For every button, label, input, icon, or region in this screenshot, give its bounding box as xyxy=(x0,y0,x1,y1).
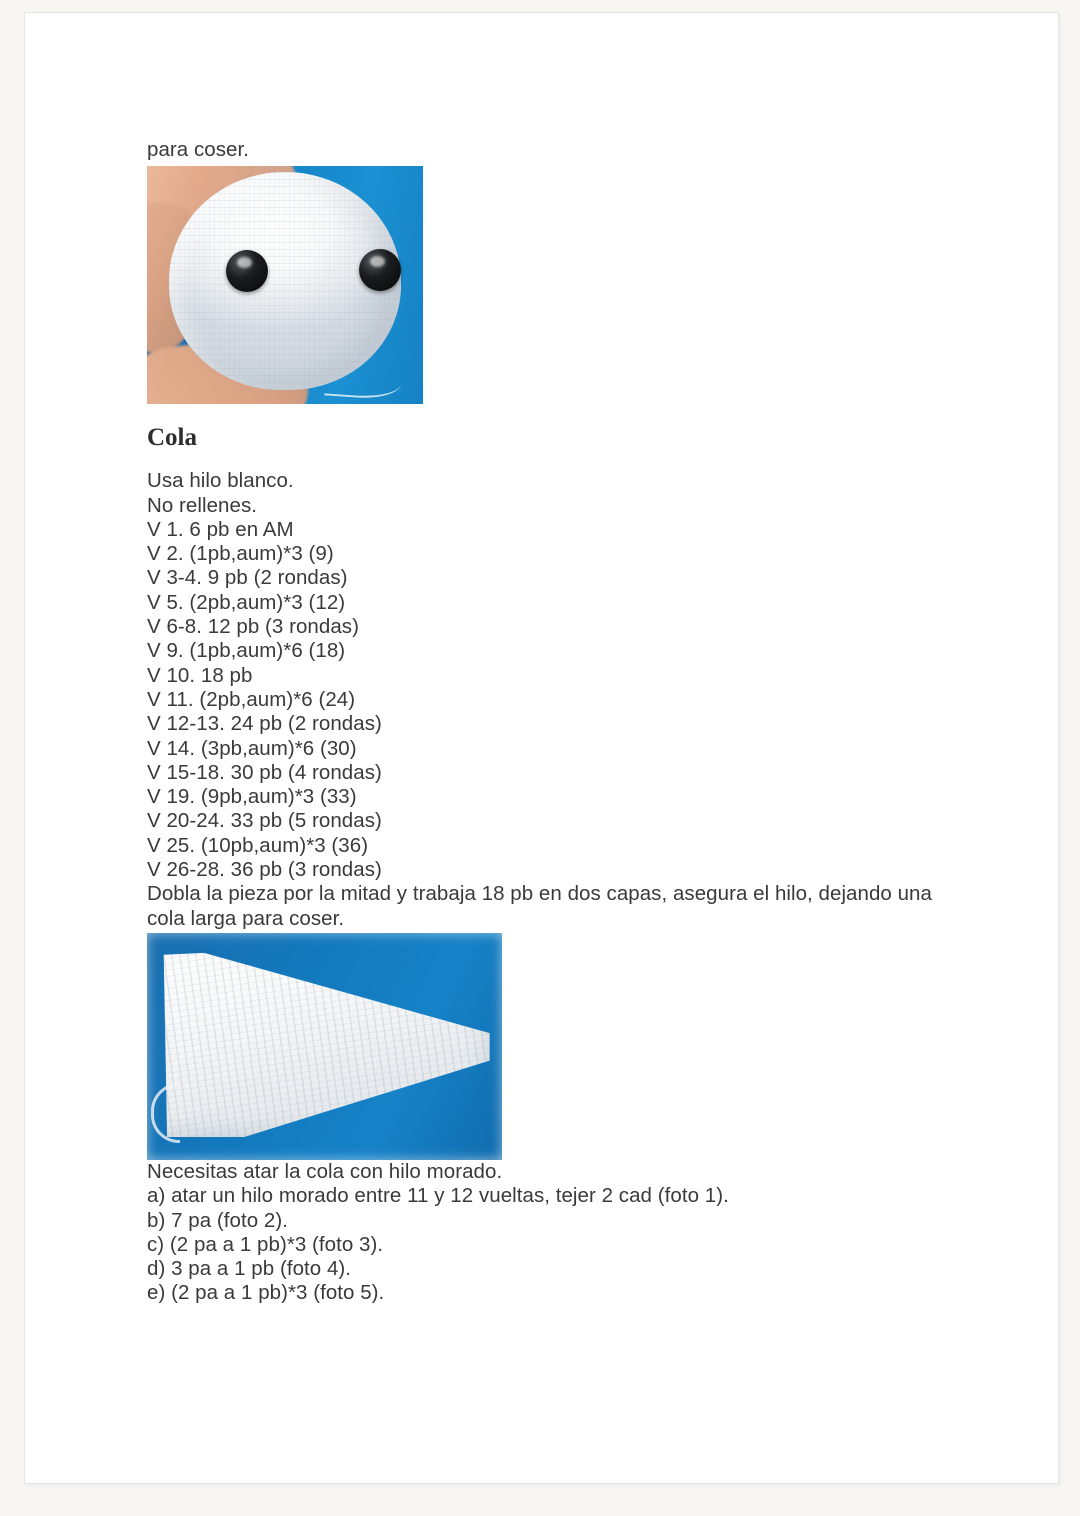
tie-step: c) (2 pa a 1 pb)*3 (foto 3). xyxy=(147,1232,384,1256)
tie-intro-text: Necesitas atar la cola con hilo morado. xyxy=(147,1159,503,1183)
section-title-cola: Cola xyxy=(147,424,197,452)
round-instruction: V 6-8. 12 pb (3 rondas) xyxy=(147,615,359,639)
tie-step: a) atar un hilo morado entre 11 y 12 vueltas, tejer 2 cad (foto 1). xyxy=(147,1184,729,1208)
round-instruction: V 11. (2pb,aum)*6 (24) xyxy=(147,687,356,711)
document-content xyxy=(147,138,947,1306)
round-instruction: V 5. (2pb,aum)*3 (12) xyxy=(147,590,346,614)
intro-line: Usa hilo blanco. xyxy=(147,469,294,493)
tie-step: b) 7 pa (foto 2). xyxy=(147,1208,289,1232)
continuation-text: para coser. xyxy=(147,138,249,161)
round-instruction: V 25. (10pb,aum)*3 (36) xyxy=(147,833,369,857)
safety-eye-right xyxy=(359,249,401,291)
photo-crochet-tail xyxy=(147,933,502,1160)
safety-eye-left xyxy=(226,250,268,292)
round-instruction: V 10. 18 pb xyxy=(147,663,253,687)
tail-edge-highlight xyxy=(147,933,502,1160)
round-instruction: V 12-13. 24 pb (2 rondas) xyxy=(147,712,382,736)
round-instruction: V 9. (1pb,aum)*6 (18) xyxy=(147,639,346,663)
crochet-ball xyxy=(169,172,401,390)
tie-step: d) 3 pa a 1 pb (foto 4). xyxy=(147,1257,352,1281)
document-page xyxy=(25,13,1058,1483)
eye-highlight xyxy=(237,257,252,268)
round-instruction: V 26-28. 36 pb (3 rondas) xyxy=(147,858,382,882)
closing-paragraph: Dobla la pieza por la mitad y trabaja 18 pb en dos capas, asegura el hilo, dejando una cola larga para coser. xyxy=(147,882,938,930)
round-instruction: V 14. (3pb,aum)*6 (30) xyxy=(147,736,357,760)
round-instruction: V 20-24. 33 pb (5 rondas) xyxy=(147,809,382,833)
photo-crochet-head xyxy=(147,166,423,404)
round-instruction: V 19. (9pb,aum)*3 (33) xyxy=(147,785,357,809)
round-instruction: V 15-18. 30 pb (4 rondas) xyxy=(147,760,382,784)
intro-line: No rellenes. xyxy=(147,493,257,517)
round-instruction: V 1. 6 pb en AM xyxy=(147,517,294,541)
eye-highlight xyxy=(370,256,385,267)
round-instruction: V 2. (1pb,aum)*3 (9) xyxy=(147,542,334,566)
round-instruction: V 3-4. 9 pb (2 rondas) xyxy=(147,566,348,590)
tie-step: e) (2 pa a 1 pb)*3 (foto 5). xyxy=(147,1281,385,1305)
